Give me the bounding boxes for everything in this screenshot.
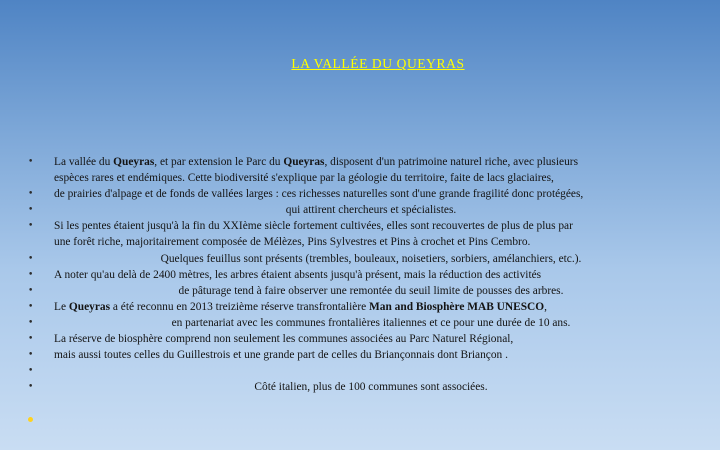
- paragraph-line: [54, 267, 688, 283]
- bullet-icon: •: [28, 205, 34, 216]
- text-span: Le: [54, 300, 69, 313]
- slide-body: [54, 154, 688, 395]
- bullet-icon: •: [28, 253, 34, 264]
- text-span: de prairies d'alpage et de fonds de vallées larges : ces richesses naturelles sont d'une grande fragilité donc protégées,: [54, 188, 584, 201]
- paragraph-line: [54, 154, 688, 170]
- bold-text: Queyras: [113, 156, 155, 168]
- text-span: mais aussi toutes celles du Guillestrois et une grande part de celles du Briançonnais dont Briançon .: [54, 349, 508, 362]
- paragraph-line: [54, 251, 688, 267]
- text-span: qui attirent chercheurs et spécialistes.: [285, 204, 457, 217]
- bullet-icon: •: [28, 350, 34, 361]
- text-span: une forêt riche, majoritairement composée de Mélèzes, Pins Sylvestres et Pins à crochet et Pins Cembro.: [54, 236, 531, 249]
- paragraph-line: [54, 202, 688, 218]
- bullet-icon: •: [28, 157, 34, 167]
- paragraph-line: [54, 347, 688, 363]
- text-span: ,: [544, 300, 547, 313]
- paragraph-line: [54, 170, 688, 186]
- bullet-icon: •: [28, 318, 34, 328]
- text-span: , disposent d'un patrimoine naturel riche, avec plusieurs: [324, 156, 579, 168]
- bullet-icon: •: [28, 285, 34, 296]
- bold-text: Queyras: [68, 300, 111, 313]
- corner-dot-icon: [28, 417, 33, 422]
- paragraph-line: [54, 331, 688, 347]
- text-span: de pâturage tend à faire observer une remontée du seuil limite de pousses des arbres.: [178, 284, 564, 297]
- text-span: en partenariat avec les communes frontalières italiennes et ce pour une durée de 10 ans.: [171, 316, 571, 329]
- text-span: Quelques feuillus sont présents (trembles, bouleaux, noisetiers, sorbiers, amélanchiers, etc.).: [160, 252, 582, 265]
- paragraph-line: [54, 218, 688, 234]
- text-span: a été reconnu en 2013 treizième réserve transfrontalière: [110, 300, 370, 313]
- bullet-icon: •: [28, 189, 34, 200]
- paragraph-line: [54, 315, 688, 331]
- bullet-icon: •: [28, 366, 34, 377]
- slide-title: LA VALLÉE DU QUEYRAS: [291, 56, 465, 71]
- text-span: Côté italien, plus de 100 communes sont associées.: [254, 381, 488, 394]
- bullet-icon: •: [28, 382, 34, 393]
- bullet-icon: •: [28, 221, 34, 232]
- bullet-icon: •: [28, 301, 34, 312]
- bullet-icon: •: [28, 269, 34, 280]
- bullet-icon: •: [28, 334, 34, 345]
- bullet-column: [28, 0, 42, 450]
- text-span: , et par extension le Parc du: [154, 156, 284, 168]
- text-span: Si les pentes étaient jusqu'à la fin du XXIème siècle fortement cultivées, elles sont recouvertes de plus de plus par: [54, 220, 573, 233]
- paragraph-line: [54, 234, 688, 250]
- bold-text: Queyras: [283, 156, 325, 168]
- paragraph-line: [54, 379, 688, 395]
- text-span: La vallée du: [54, 156, 114, 168]
- paragraph-line: [54, 283, 688, 299]
- bold-text: Man and Biosphère MAB UNESCO: [369, 300, 545, 313]
- paragraph-line: [54, 363, 688, 379]
- paragraph-line: [54, 299, 688, 315]
- paragraph-line: [54, 186, 688, 202]
- text-span: A noter qu'au delà de 2400 mètres, les arbres étaient absents jusqu'à présent, mais la réduction des activités: [54, 268, 542, 281]
- text-span: La réserve de biosphère comprend non seulement les communes associées au Parc Naturel Régional,: [54, 333, 514, 346]
- text-span: espèces rares et endémiques. Cette biodiversité s'explique par la géologie du territoire, faite de lacs glaciaires,: [54, 172, 554, 185]
